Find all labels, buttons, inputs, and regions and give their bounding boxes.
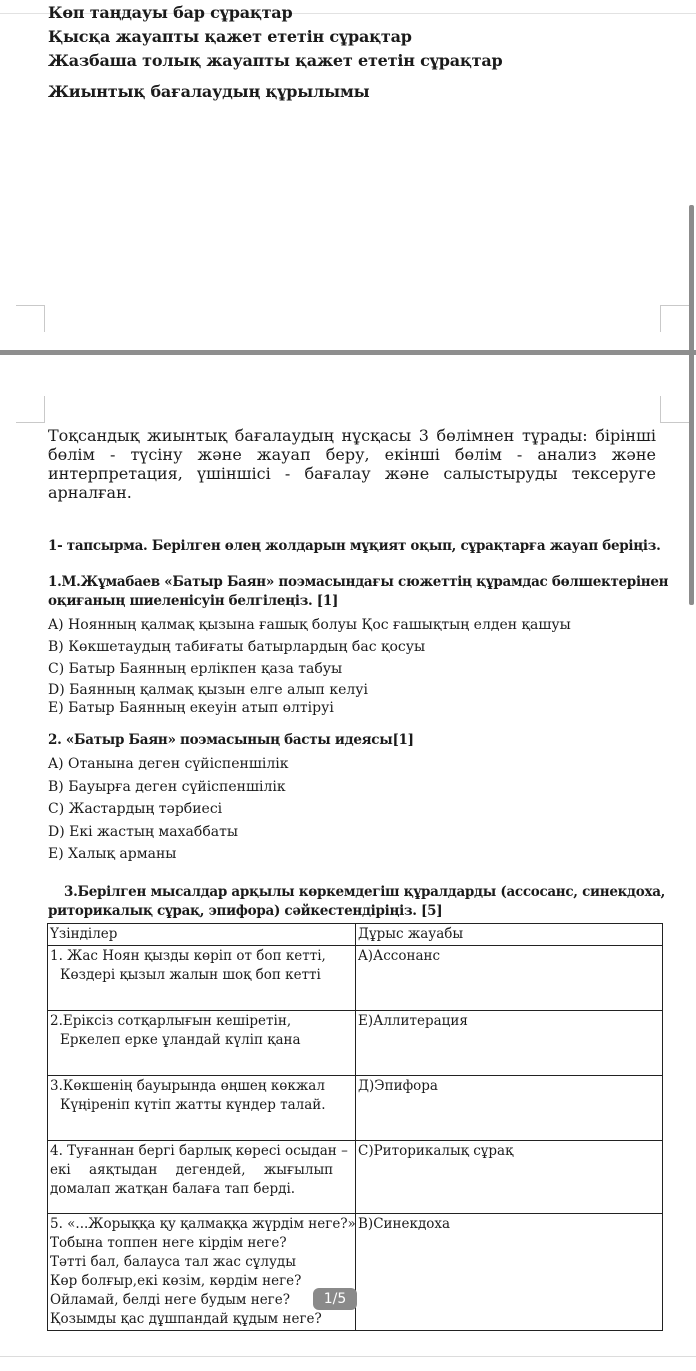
excerpt-cell	[48, 1076, 356, 1141]
question-3	[48, 883, 666, 921]
option-a[interactable]: A) Отанына деген сүйіспеншілік	[48, 756, 289, 772]
crop-mark	[16, 305, 45, 332]
option-a[interactable]: A) Ноянның қалмақ қызына ғашық болуы Қос ғашықтың елден қашуы	[48, 617, 571, 633]
excerpt-line: Еркелеп ерке ұландай күлiп қана	[60, 1032, 301, 1048]
option-e[interactable]: E) Халық арманы	[48, 846, 177, 862]
question-1-options	[48, 614, 571, 719]
crop-mark	[16, 396, 45, 423]
table-row	[48, 1076, 663, 1141]
option-d[interactable]: D) Баянның қалмақ қызын елге алып келуі	[48, 682, 368, 698]
intro-line: интерпретация, үшіншісі - бағалау және салыстыруды тексеруге	[48, 464, 656, 483]
intro-paragraph	[48, 426, 656, 502]
matching-table	[47, 923, 663, 1331]
answer-cell[interactable]: E)Аллитерация	[356, 1011, 663, 1076]
excerpt-line: Күңiренiп күтiп жатты күндер талай.	[60, 1097, 326, 1113]
excerpt-line: 2.Ерiксiз сотқарлығын кешiретiн,	[50, 1013, 292, 1029]
excerpt-cell	[48, 1214, 356, 1331]
option-c[interactable]: C) Батыр Баянның ерлікпен қаза табуы	[48, 661, 343, 677]
excerpt-line: Тәтті бал, балауса тал жас сұлуды	[50, 1254, 296, 1270]
crop-mark	[660, 305, 689, 332]
intro-line: Тоқсандық жиынтық бағалаудың нұсқасы 3 бөлімнен тұрады: бірінші	[48, 426, 656, 445]
table-row	[48, 1011, 663, 1076]
option-e[interactable]: E) Батыр Баянның екеуін атып өлтіруі	[48, 700, 334, 716]
excerpt-line: 5. «...Жорыққа қу қалмаққа жүрдім неге?»	[50, 1216, 356, 1232]
question-1-text: 1.М.Жұмабаев «Батыр Баян» поэмасындағы сюжеттің құрамдас бөлшектерінен	[48, 574, 669, 590]
option-b[interactable]: B) Көкшетаудың табиғаты батырлардың бас қосуы	[48, 639, 426, 655]
excerpt-cell	[48, 946, 356, 1011]
table-row	[48, 1141, 663, 1214]
excerpt-line: Тобына топпен неге кірдім неге?	[50, 1235, 287, 1251]
intro-line: арналған.	[48, 483, 132, 502]
answer-cell[interactable]: A)Ассонанс	[356, 946, 663, 1011]
excerpt-line: 3.Көкшенiң бауырында өңшең көкжал	[50, 1078, 325, 1094]
question-3-text: риторикалық сұрақ, эпифора) сәйкестендіріңіз. [5]	[48, 903, 443, 919]
excerpt-line: 4. Туғаннан бергi барлық көресi осыдан –	[50, 1143, 348, 1159]
excerpt-cell	[48, 1011, 356, 1076]
heading-short-answer: Қысқа жауапты қажет ететін сұрақтар	[48, 27, 412, 46]
heading-assessment-structure: Жиынтық бағалаудың құрылымы	[48, 82, 370, 101]
heading-long-answer: Жазбаша толық жауапты қажет ететін сұрақтар	[48, 51, 503, 70]
answer-cell[interactable]: B)Синекдоха	[356, 1214, 663, 1331]
excerpt-line: Қозымды қас дұшпандай құдым неге?	[50, 1311, 322, 1327]
question-3-text: 3.Берілген мысалдар арқылы көркемдегіш құралдарды (ассосанс, синекдоха,	[64, 884, 666, 900]
bottom-divider	[0, 1356, 696, 1357]
answer-cell[interactable]: Д)Эпифора	[356, 1076, 663, 1141]
intro-line: бөлім - түсіну және жауап беру, екінші бөлім - анализ және	[48, 445, 656, 464]
table-row	[48, 946, 663, 1011]
excerpt-line: Көр болғыр,екі көзім, көрдім неге?	[50, 1273, 302, 1289]
excerpt-line: Көздері қызыл жалын шоқ боп кетті	[60, 967, 321, 983]
page-separator	[0, 350, 696, 355]
option-b[interactable]: B) Бауырға деген сүйіспеншілік	[48, 778, 286, 795]
question-1	[48, 573, 669, 611]
page-indicator: 1/5	[313, 1288, 357, 1310]
excerpt-line: екі аяқтыдан дегендей, жығылып	[50, 1162, 334, 1178]
heading-multiple-choice: Көп таңдауы бар сұрақтар	[48, 3, 293, 22]
table-header-row	[48, 924, 663, 946]
question-2-title: 2. «Батыр Баян» поэмасының басты идеясы[1]	[48, 732, 414, 748]
crop-mark	[660, 396, 689, 423]
question-2-options	[48, 753, 288, 866]
option-d[interactable]: D) Екі жастың махаббаты	[48, 823, 238, 840]
excerpt-cell	[48, 1141, 356, 1214]
task-1-title: 1- тапсырма. Берілген өлең жолдарын мұқият оқып, сұрақтарға жауап беріңіз.	[48, 538, 661, 554]
question-1-text: оқиғаның шиеленісуін белгілеңіз. [1]	[48, 593, 339, 609]
table-header-excerpts: Үзінділер	[48, 924, 356, 946]
answer-cell[interactable]: C)Риторикалық сұрақ	[356, 1141, 663, 1214]
table-row	[48, 1214, 663, 1331]
excerpt-line: 1. Жас Ноян қызды көріп от боп кетті,	[50, 948, 326, 964]
table-header-answer: Дұрыс жауабы	[356, 924, 663, 946]
option-c[interactable]: C) Жастардың тәрбиесі	[48, 801, 223, 817]
excerpt-line: Ойламай, белді неге будым неге?	[50, 1292, 290, 1308]
excerpt-line: домалап жатқан балаға тап берді.	[50, 1181, 296, 1197]
scrollbar-thumb[interactable]	[689, 205, 694, 605]
